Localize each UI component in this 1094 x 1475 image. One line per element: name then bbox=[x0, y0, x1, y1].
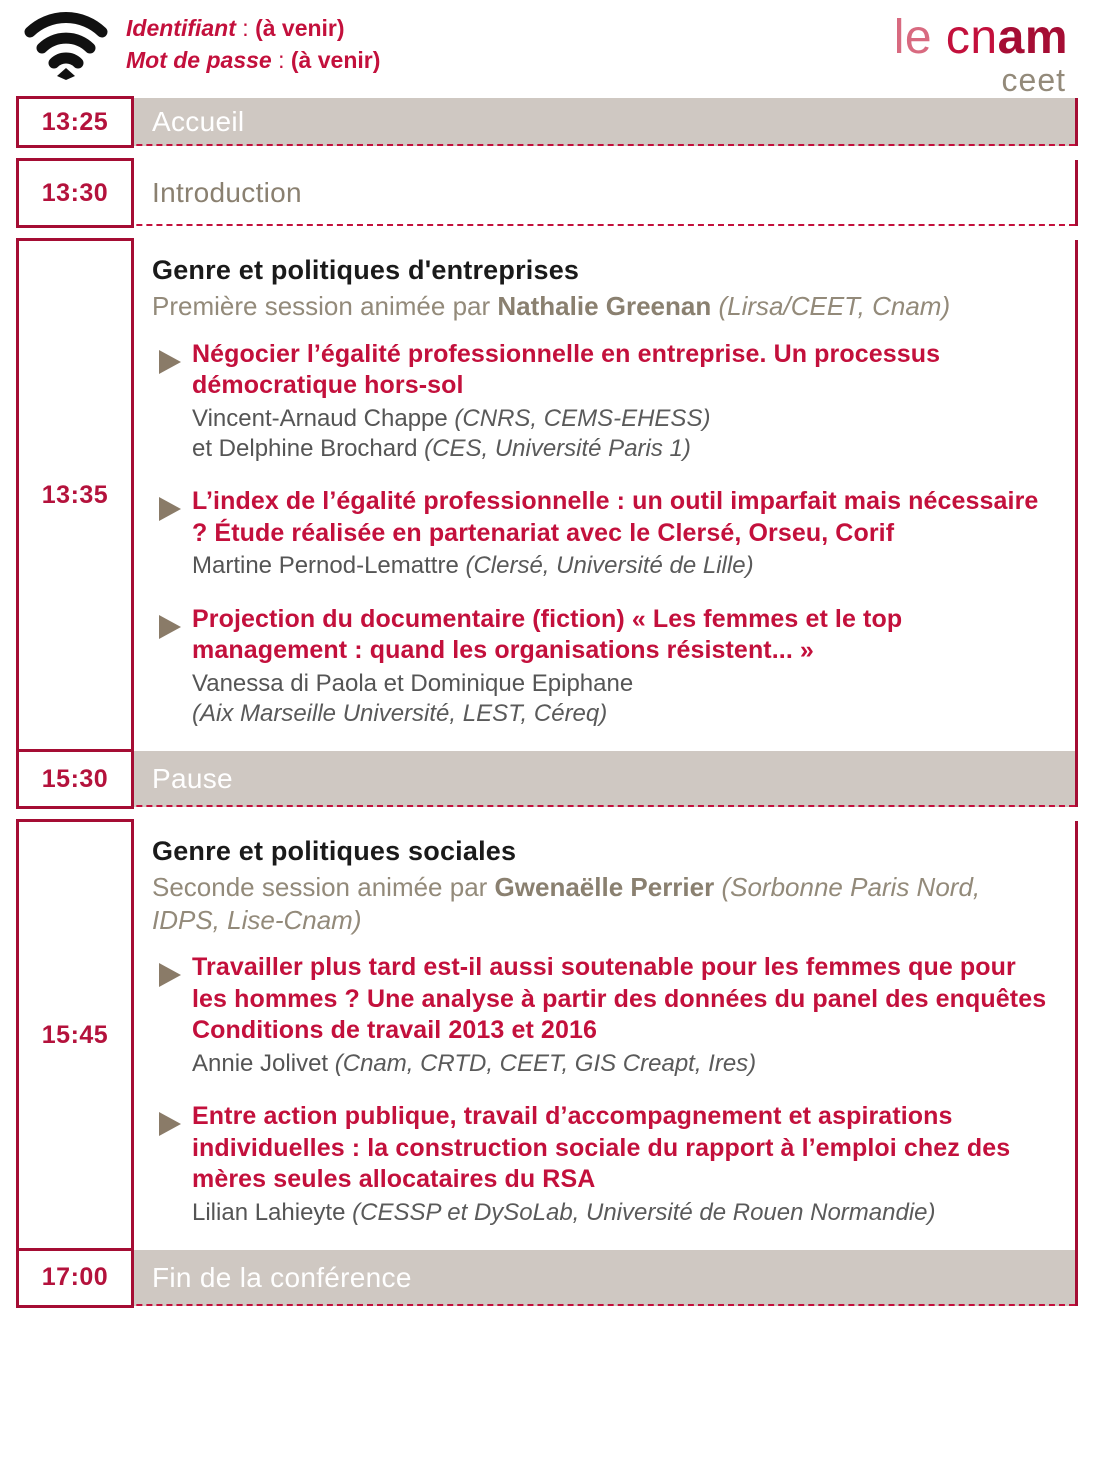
page-header bbox=[16, 0, 1078, 98]
credential-identifiant-label: Identifiant bbox=[126, 15, 236, 41]
credential-identifiant-value: (à venir) bbox=[255, 15, 345, 41]
credential-password-separator: : bbox=[271, 47, 291, 73]
session-2-moderator-affiliation: (Sorbonne Paris Nord, IDPS, Lise-Cnam) bbox=[152, 872, 981, 935]
talk-item bbox=[152, 486, 1051, 581]
credential-identifiant-separator: : bbox=[235, 15, 256, 41]
cnam-ceet-logo bbox=[894, 6, 1078, 96]
credential-identifiant bbox=[126, 12, 380, 44]
triangle-bullet-icon bbox=[152, 952, 192, 989]
talk-authors bbox=[192, 1049, 1051, 1079]
talk-item bbox=[152, 604, 1051, 729]
time-cell-fin bbox=[16, 1248, 134, 1308]
time-fin: 17:00 bbox=[41, 1263, 109, 1292]
schedule-block-introduction bbox=[16, 160, 1078, 226]
talk-body bbox=[192, 339, 1051, 464]
schedule-row-introduction bbox=[16, 160, 1075, 226]
credential-password bbox=[126, 44, 380, 76]
schedule-row-fin bbox=[16, 1250, 1075, 1306]
talk-authors bbox=[192, 404, 1051, 464]
wifi-dot bbox=[57, 68, 75, 80]
time-cell-pause bbox=[16, 749, 134, 809]
schedule-row-accueil bbox=[16, 98, 1075, 146]
logo-am: am bbox=[997, 11, 1068, 64]
session-2-moderator bbox=[152, 871, 1051, 936]
time-cell-session-2 bbox=[16, 819, 134, 1252]
talk-body bbox=[192, 952, 1051, 1079]
session-1-title: Genre et politiques d'entreprises bbox=[152, 255, 580, 285]
time-pause: 15:30 bbox=[41, 764, 109, 793]
triangle-bullet-icon bbox=[152, 604, 192, 641]
talk-author-name: Vanessa di Paola et Dominique Epiphane bbox=[192, 669, 634, 697]
talk-body bbox=[192, 1101, 1051, 1228]
talk-author-name: Martine Pernod-Lemattre bbox=[192, 552, 459, 580]
talk-authors bbox=[192, 1198, 1051, 1228]
label-fin: Fin de la conférence bbox=[152, 1261, 412, 1293]
schedule-row-session-2 bbox=[16, 821, 1075, 1250]
talk-author-affiliation: (Cnam, CRTD, CEET, GIS Creapt, Ires) bbox=[328, 1049, 757, 1077]
talk-title: Travailler plus tard est-il aussi soutenable pour les femmes que pour les hommes ? Une analyse à partir des données du panel des enquêtes Conditions de travail 2013 et 2016 bbox=[192, 953, 1047, 1045]
talk-author-name-2: et Delphine Brochard bbox=[192, 435, 418, 463]
talk-author-affiliation: (CNRS, CEMS-EHESS) bbox=[447, 404, 711, 432]
time-cell-session-1 bbox=[16, 238, 134, 753]
talk-item bbox=[152, 952, 1051, 1079]
logo-cn: cn bbox=[945, 11, 998, 64]
time-session-1: 13:35 bbox=[41, 481, 109, 510]
logo-le: le bbox=[893, 11, 946, 64]
session-2-moderator-prefix: Seconde session animée par bbox=[152, 872, 495, 903]
content-cell-accueil bbox=[134, 98, 1075, 146]
wifi-credentials-group bbox=[16, 6, 380, 80]
session-2-moderator-name: Gwenaëlle Perrier bbox=[494, 872, 715, 903]
credential-password-label: Mot de passe bbox=[126, 47, 272, 73]
label-introduction: Introduction bbox=[152, 177, 302, 208]
schedule-row-pause bbox=[16, 751, 1075, 807]
schedule-block-session-2 bbox=[16, 821, 1078, 1306]
content-cell-session-1 bbox=[134, 240, 1075, 751]
content-cell-fin bbox=[134, 1250, 1075, 1306]
talk-author-affiliation: (Clersé, Université de Lille) bbox=[458, 552, 754, 580]
content-cell-session-2 bbox=[134, 821, 1075, 1250]
logo-wordmark bbox=[893, 11, 1068, 64]
triangle-bullet-icon bbox=[152, 486, 192, 523]
time-introduction: 13:30 bbox=[41, 178, 109, 207]
session-1-moderator bbox=[152, 290, 1051, 323]
wifi-icon bbox=[24, 8, 108, 80]
label-pause: Pause bbox=[152, 763, 233, 795]
time-cell-accueil bbox=[16, 96, 134, 148]
talk-title: Projection du documentaire (fiction) « Les femmes et le top management : quand les organisations résistent... » bbox=[192, 604, 903, 665]
content-cell-pause bbox=[134, 751, 1075, 807]
talk-body bbox=[192, 604, 1051, 729]
wifi-credentials bbox=[126, 6, 380, 76]
schedule-block-accueil bbox=[16, 98, 1078, 146]
time-cell-introduction bbox=[16, 158, 134, 228]
talk-authors bbox=[192, 669, 1051, 729]
talk-author-name: Annie Jolivet bbox=[192, 1049, 329, 1077]
schedule-block-session-1 bbox=[16, 240, 1078, 807]
talk-body bbox=[192, 486, 1051, 581]
session-1-moderator-name: Nathalie Greenan bbox=[497, 291, 712, 322]
talk-author-affiliation-2: (CES, Université Paris 1) bbox=[417, 435, 691, 463]
time-session-2: 15:45 bbox=[41, 1020, 109, 1049]
talk-item bbox=[152, 339, 1051, 464]
session-1-moderator-affiliation: (Lirsa/CEET, Cnam) bbox=[711, 291, 951, 322]
triangle-bullet-icon bbox=[152, 1101, 192, 1138]
talk-item bbox=[152, 1101, 1051, 1228]
triangle-bullet-icon bbox=[152, 339, 192, 376]
session-1-moderator-prefix: Première session animée par bbox=[152, 291, 498, 322]
talk-author-affiliation: (CESSP et DySoLab, Université de Rouen Normandie) bbox=[345, 1198, 936, 1226]
talk-author-name: Lilian Lahieyte bbox=[192, 1198, 346, 1226]
talk-title: L’index de l’égalité professionnelle : un outil imparfait mais nécessaire ? Étude réalisée en partenariat avec le Clersé, Orseu, Corif bbox=[192, 487, 1039, 547]
credential-password-value: (à venir) bbox=[290, 47, 381, 73]
talk-title: Entre action publique, travail d’accompagnement et aspirations individuelles : la construction sociale du rapport à l’emploi chez des mères seules allocataires du RSA bbox=[192, 1102, 1011, 1194]
talk-author-affiliation-line: (Aix Marseille Université, LEST, Céreq) bbox=[192, 699, 608, 727]
schedule-row-session-1 bbox=[16, 240, 1075, 751]
time-accueil: 13:25 bbox=[41, 107, 109, 136]
label-accueil: Accueil bbox=[152, 106, 245, 137]
talk-title: Négocier l’égalité professionnelle en entreprise. Un processus démocratique hors-sol bbox=[192, 339, 941, 400]
session-2-title: Genre et politiques sociales bbox=[152, 836, 517, 867]
talk-author-name: Vincent-Arnaud Chappe bbox=[192, 404, 448, 432]
content-cell-introduction bbox=[134, 160, 1075, 226]
logo-ceet: ceet bbox=[1001, 62, 1066, 98]
talk-authors bbox=[192, 551, 1051, 581]
